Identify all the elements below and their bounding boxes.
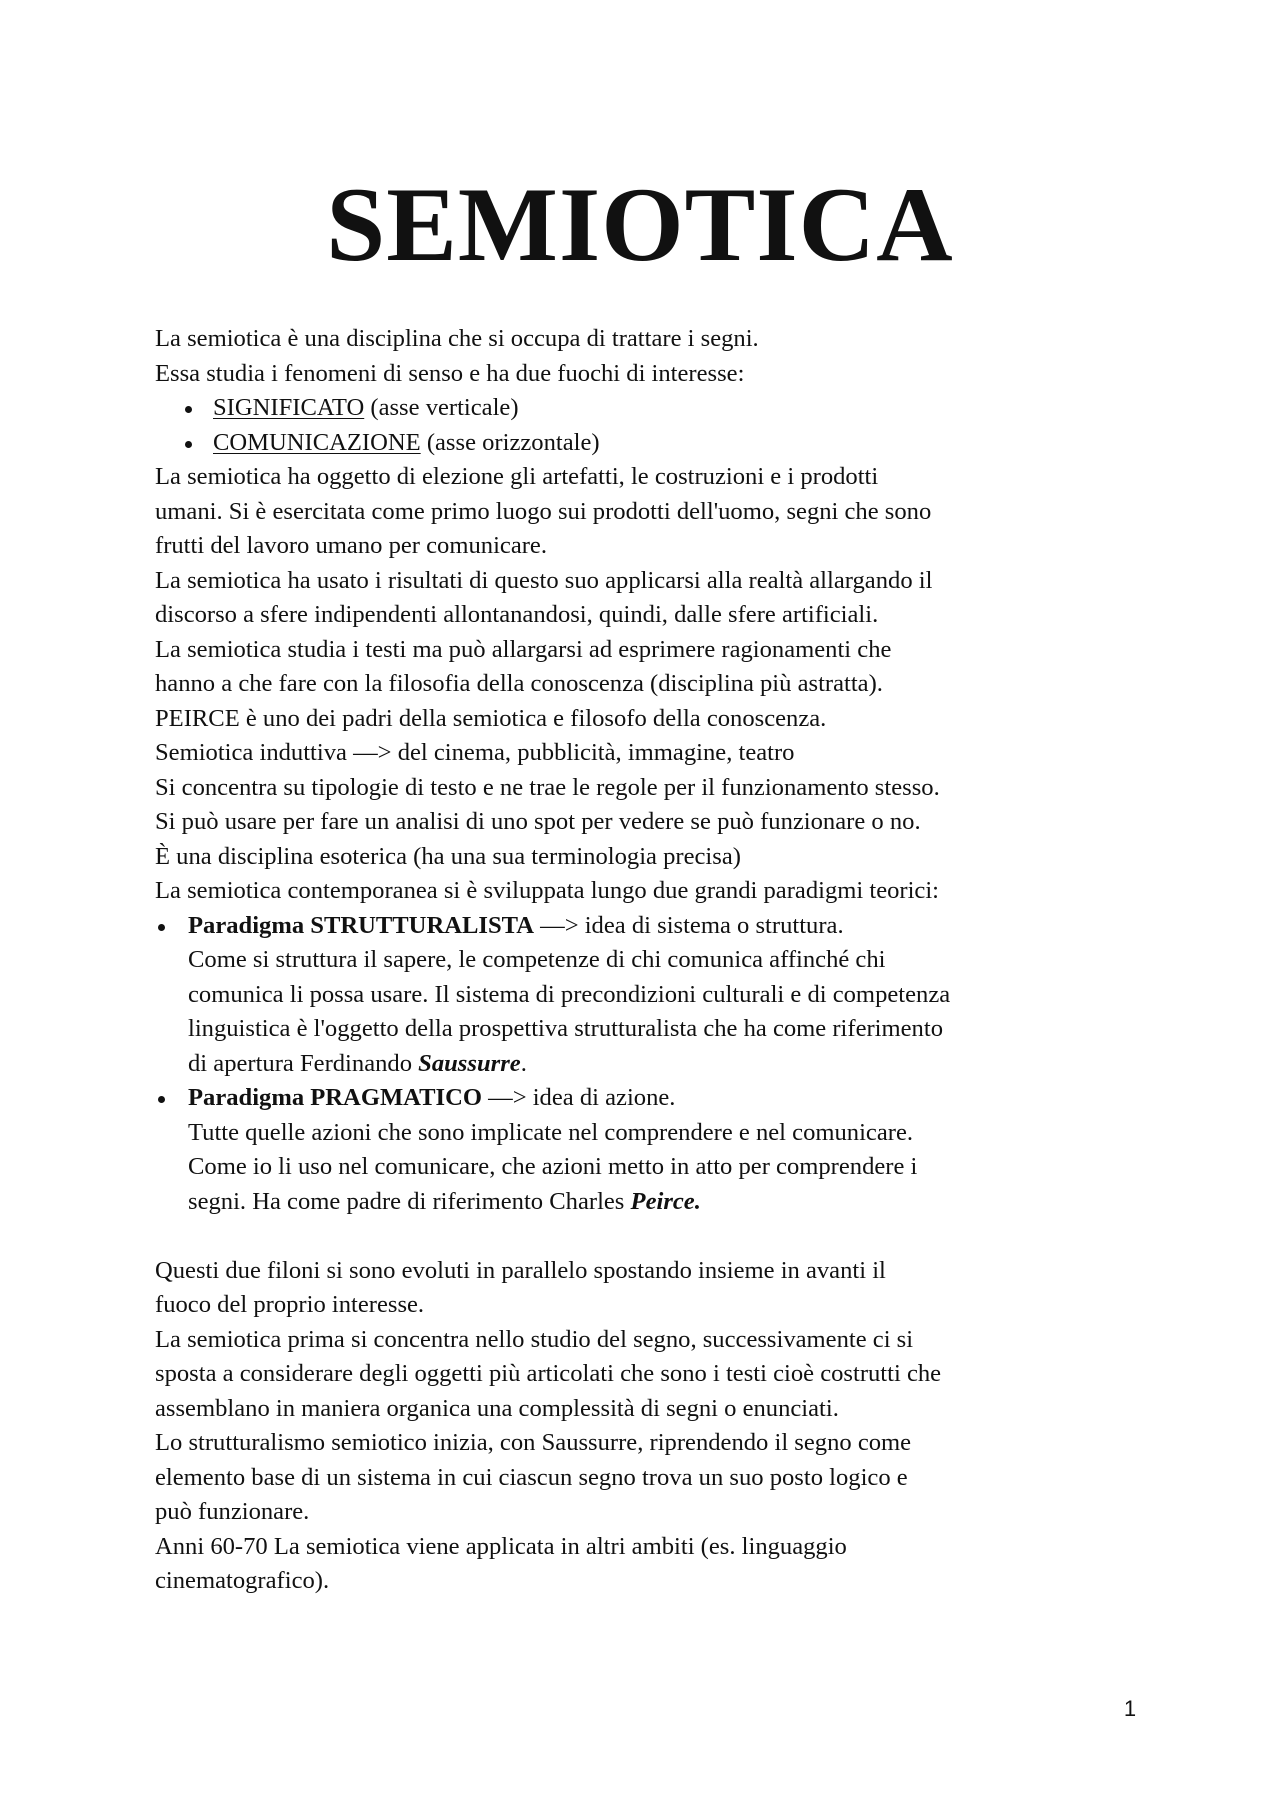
- paradigm-line-text: di apertura Ferdinando: [188, 1049, 419, 1077]
- paragraph-line: La semiotica studia i testi ma può allargarsi ad esprimere ragionamenti che: [155, 635, 892, 663]
- paradigm-pragmatico: [155, 1081, 1155, 1116]
- paradigm-line: comunica li possa usare. Il sistema di precondizioni culturali e di competenza: [188, 980, 951, 1008]
- paragraph-line: È una disciplina esoterica (ha una sua terminologia precisa): [155, 842, 741, 870]
- paragraph-line: frutti del lavoro umano per comunicare.: [155, 532, 547, 559]
- paradigm-line: [155, 1047, 1155, 1082]
- closing-line: assemblano in maniera organica una complessità di segni o enunciati.: [155, 1394, 839, 1422]
- document-body: [155, 322, 1155, 1599]
- paragraph-line: PEIRCE è uno dei padri della semiotica e filosofo della conoscenza.: [155, 704, 827, 732]
- paragraph-line: umani. Si è esercitata come primo luogo sui prodotti dell'uomo, segni che sono: [155, 497, 932, 525]
- paragraph-line: discorso a sfere indipendenti allontanandosi, quindi, dalle sfere artificiali.: [155, 601, 879, 628]
- paragraph-line: La semiotica ha usato i risultati di questo suo applicarsi alla realtà allargando il: [155, 566, 933, 594]
- closing-line: Questi due filoni si sono evoluti in parallelo spostando insieme in avanti il: [155, 1256, 886, 1284]
- list-item-comunicazione: [155, 426, 1155, 461]
- term-comunicazione: COMUNICAZIONE: [213, 428, 421, 456]
- term-description: (asse verticale): [364, 394, 519, 421]
- paragraph-line: Si concentra su tipologie di testo e ne trae le regole per il funzionamento stesso.: [155, 773, 940, 801]
- paradigm-line: Come io li uso nel comunicare, che azioni metto in atto per comprendere i: [188, 1153, 918, 1180]
- paragraph-line: La semiotica contemporanea si è sviluppata lungo due grandi paradigmi teorici:: [155, 877, 940, 904]
- page-number: 1: [1123, 1696, 1137, 1721]
- paradigm-line: linguistica è l'oggetto della prospettiva strutturalista che ha come riferimento: [188, 1015, 943, 1042]
- closing-line: sposta a considerare degli oggetti più articolati che sono i testi cioè costrutti che: [155, 1360, 942, 1387]
- paradigm-heading: Paradigma PRAGMATICO: [188, 1084, 482, 1111]
- paragraph-line: La semiotica ha oggetto di elezione gli artefatti, le costruzioni e i prodotti: [155, 463, 879, 490]
- author-name-saussurre: Saussurre: [418, 1049, 521, 1077]
- term-significato: SIGNIFICATO: [213, 394, 365, 421]
- paradigm-line: Come si struttura il sapere, le competenze di chi comunica affinché chi: [188, 946, 886, 973]
- intro-line: Essa studia i fenomeni di senso e ha due fuochi di interesse:: [155, 359, 745, 387]
- paradigm-line-text: segni. Ha come padre di riferimento Charles: [188, 1187, 631, 1215]
- closing-line: può funzionare.: [155, 1498, 310, 1525]
- list-item-significato: [155, 391, 1155, 426]
- paradigm-line-end: .: [520, 1049, 527, 1077]
- paradigm-line: Tutte quelle azioni che sono implicate nel comprendere e nel comunicare.: [188, 1118, 914, 1146]
- paragraph-gap: [155, 1219, 1155, 1254]
- closing-line: La semiotica prima si concentra nello studio del segno, successivamente ci si: [155, 1325, 914, 1353]
- intro-line: La semiotica è una disciplina che si occupa di trattare i segni.: [155, 325, 759, 352]
- closing-line: cinematografico).: [155, 1567, 330, 1594]
- closing-line: Anni 60-70 La semiotica viene applicata in altri ambiti (es. linguaggio: [155, 1532, 847, 1560]
- paragraph-line: Si può usare per fare un analisi di uno spot per vedere se può funzionare o no.: [155, 808, 921, 835]
- paradigm-arrow-text: —> idea di azione.: [481, 1084, 676, 1111]
- closing-line: elemento base di un sistema in cui ciascun segno trova un suo posto logico e: [155, 1463, 908, 1491]
- paradigm-arrow-text: —> idea di sistema o struttura.: [533, 911, 844, 939]
- paradigm-line: [155, 1185, 1155, 1220]
- author-name-peirce: Peirce.: [630, 1187, 701, 1215]
- paragraph-line: Semiotica induttiva —> del cinema, pubblicità, immagine, teatro: [155, 739, 795, 766]
- closing-line: Lo strutturalismo semiotico inizia, con Saussurre, riprendendo il segno come: [155, 1429, 912, 1456]
- closing-line: fuoco del proprio interesse.: [155, 1291, 425, 1318]
- paradigm-heading: Paradigma STRUTTURALISTA: [188, 911, 534, 939]
- page-title: SEMIOTICA: [326, 166, 954, 283]
- term-description: (asse orizzontale): [420, 428, 600, 456]
- paradigm-strutturalista: [155, 909, 1155, 944]
- paragraph-line: hanno a che fare con la filosofia della conoscenza (disciplina più astratta).: [155, 670, 883, 697]
